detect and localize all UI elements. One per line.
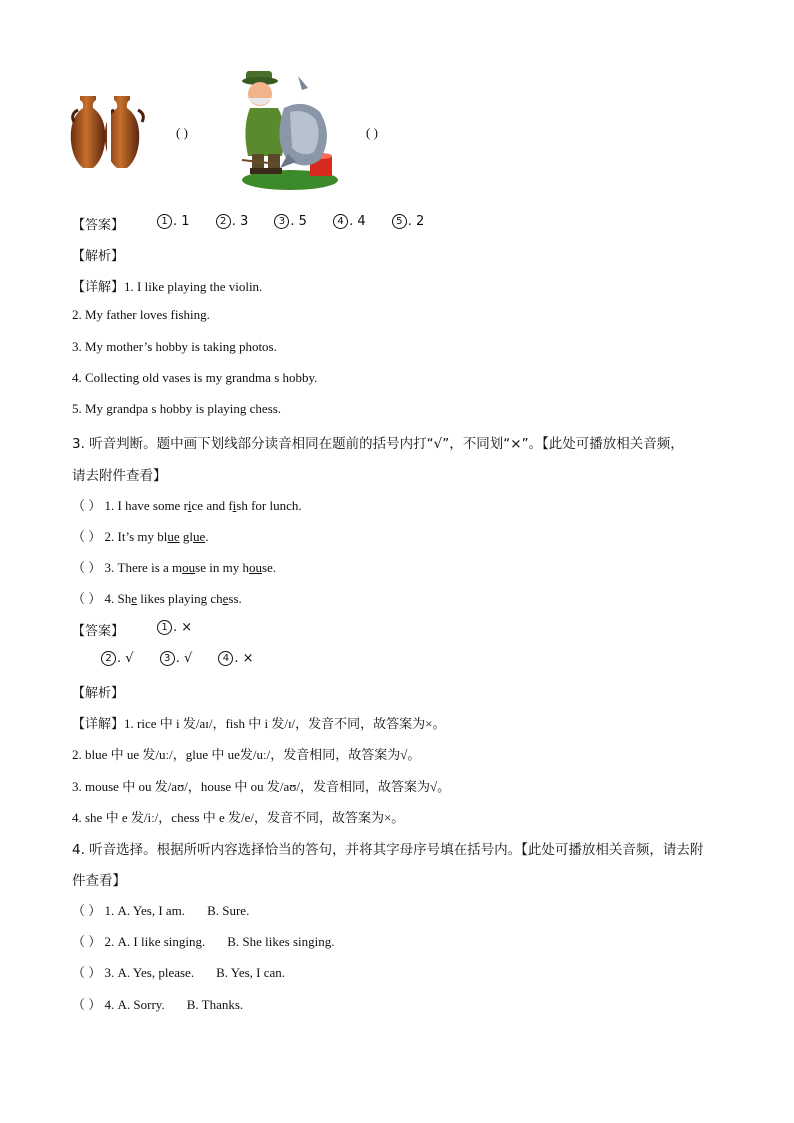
detail-line: 【详解】1. rice 中 i 发/aɪ/，fish 中 i 发/ɪ/，发音不同，故答案为×。 — [72, 716, 446, 732]
question-title-q3: 3. 听音判断。题中画下划线部分读音相同在题前的括号内打“√”，不同划“×”。【此处可播放相关音频， — [72, 436, 684, 452]
answer-item: 3 . 5 — [274, 214, 307, 229]
answer-item: 1 . × — [157, 620, 192, 635]
answer-list-q3 — [101, 651, 254, 666]
fisherman-image — [238, 68, 344, 196]
detail-line: 【详解】1. I like playing the violin. — [72, 279, 263, 295]
answer-blank[interactable]: （ ） — [72, 903, 102, 918]
blank-bracket-1[interactable]: ( ) — [176, 125, 188, 140]
answer-item: 2 . 3 — [216, 214, 249, 229]
answer-item: 1 . 1 — [157, 214, 190, 229]
question-item: （ ） 4. She likes playing chess. — [72, 591, 242, 606]
answer-item: 5 . 2 — [392, 214, 425, 229]
question-item: （ ） 2. A. I like singing. B. She likes singing. — [72, 934, 335, 949]
question-item: （ ） 1. A. Yes, I am. B. Sure. — [72, 903, 250, 918]
answer-tag-q2: 【答案】 — [72, 218, 125, 233]
answer-blank[interactable]: （ ） — [72, 591, 102, 606]
answer-item: 4 . × — [218, 651, 253, 666]
question-item: （ ） 2. It’s my blue glue. — [72, 529, 209, 544]
question-title-q3-cont: 请去附件查看】 — [72, 468, 167, 484]
detail-line: 3. mouse 中 ou 发/aʊ/，house 中 ou 发/aʊ/，发音相同，故答案为√。 — [72, 779, 451, 794]
answer-item: 2 . √ — [101, 651, 134, 666]
answer-blank[interactable]: （ ） — [72, 529, 102, 544]
blank-bracket-2[interactable]: ( ) — [366, 125, 378, 140]
answer-blank[interactable]: （ ） — [72, 965, 102, 980]
detail-line: 4. she 中 e 发/iː/，chess 中 e 发/e/，发音不同，故答案为×。 — [72, 810, 405, 825]
analysis-tag-q3: 【解析】 — [72, 686, 125, 701]
detail-line: 5. My grandpa s hobby is playing chess. — [72, 401, 282, 416]
answer-blank[interactable]: （ ） — [72, 997, 102, 1012]
detail-line: 2. My father loves fishing. — [72, 307, 210, 322]
answer-item: 3 . √ — [160, 651, 193, 666]
detail-line: 4. Collecting old vases is my grandma s hobby. — [72, 370, 318, 385]
vase-pair-image — [70, 92, 148, 172]
answer-blank[interactable]: （ ） — [72, 934, 102, 949]
answer-blank[interactable]: （ ） — [72, 560, 102, 575]
answer-item: 4 . 4 — [333, 214, 366, 229]
detail-line: 2. blue 中 ue 发/uː/，glue 中 ue发/uː/，发音相同，故答案为√。 — [72, 747, 421, 762]
question-item: （ ） 4. A. Sorry. B. Thanks. — [72, 997, 244, 1012]
analysis-tag-q2: 【解析】 — [72, 249, 125, 264]
question-item: （ ） 1. I have some rice and fish for lunch. — [72, 498, 302, 513]
answer-blank[interactable]: （ ） — [72, 498, 102, 513]
question-item: （ ） 3. A. Yes, please. B. Yes, I can. — [72, 965, 286, 980]
answer-list-q2 — [157, 214, 424, 229]
question-title-q4: 4. 听音选择。根据所听内容选择恰当的答句，并将其字母序号填在括号内。【此处可播放相关音频，请去附 — [72, 842, 704, 858]
question-item: （ ） 3. There is a mouse in my house. — [72, 560, 277, 575]
question-title-q4-cont: 件查看】 — [72, 873, 126, 889]
detail-line: 3. My mother’s hobby is taking photos. — [72, 339, 277, 354]
answer-tag-q3: 【答案】 — [72, 624, 125, 639]
